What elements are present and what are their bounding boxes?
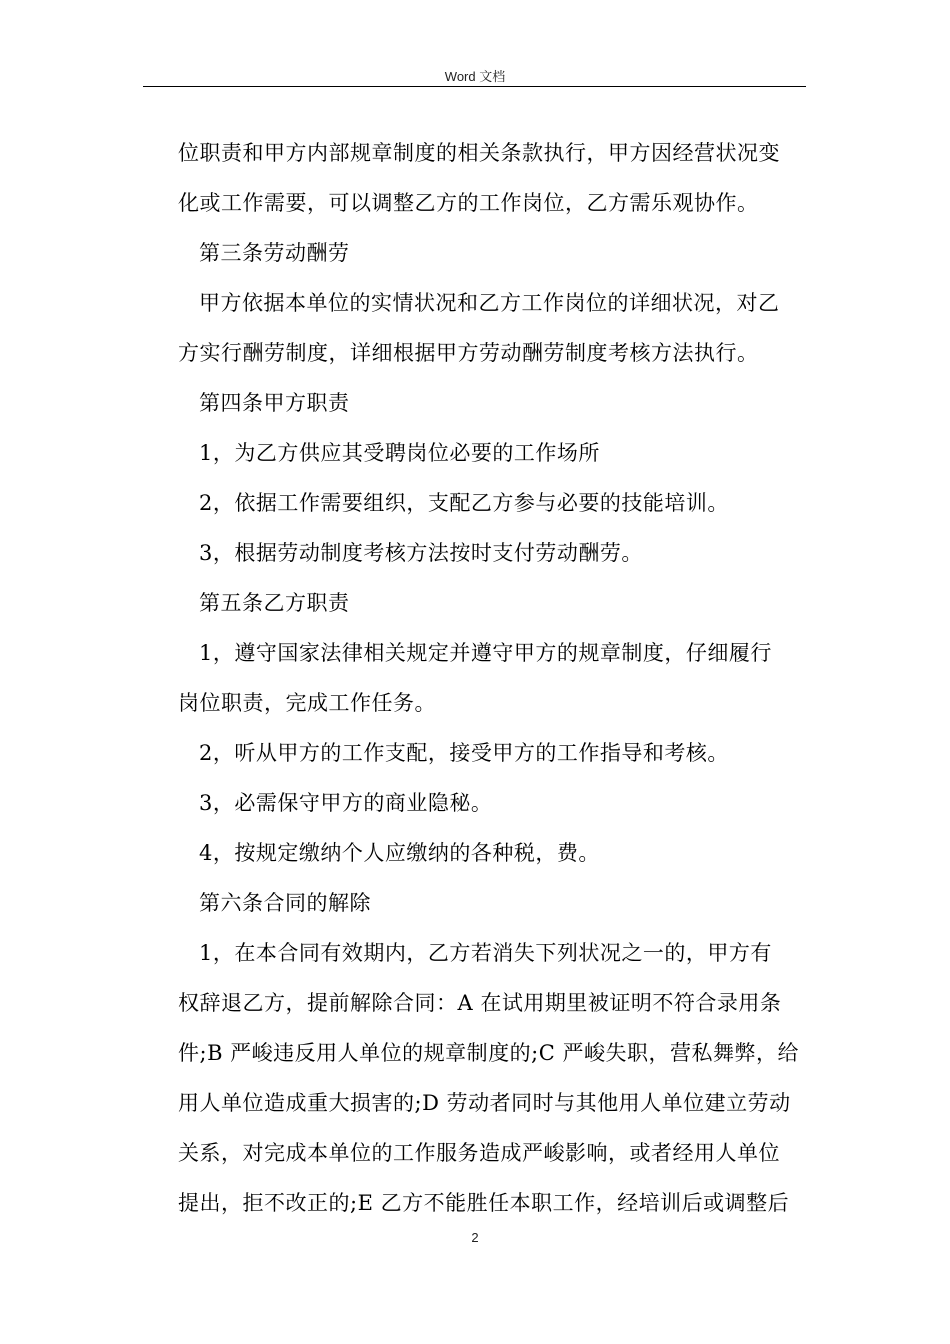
document-body bbox=[178, 128, 808, 1228]
paragraph-line: 权辞退乙方，提前解除合同：A 在试用期里被证明不符合录用条 bbox=[178, 991, 782, 1015]
list-item: 2，依据工作需要组织，支配乙方参与必要的技能培训。 bbox=[199, 491, 729, 515]
list-item: 3，必需保守甲方的商业隐秘。 bbox=[199, 791, 493, 815]
paragraph-line: 关系，对完成本单位的工作服务造成严峻影响，或者经用人单位 bbox=[178, 1141, 780, 1165]
list-item: 1，在本合同有效期内，乙方若消失下列状况之一的，甲方有 bbox=[199, 941, 772, 965]
list-item: 2，听从甲方的工作支配，接受甲方的工作指导和考核。 bbox=[199, 741, 729, 765]
list-item: 3，根据劳动制度考核方法按时支付劳动酬劳。 bbox=[199, 541, 643, 565]
paragraph-line: 化或工作需要，可以调整乙方的工作岗位，乙方需乐观协作。 bbox=[178, 191, 759, 215]
page-number: 2 bbox=[471, 1230, 479, 1245]
paragraph-line: 岗位职责，完成工作任务。 bbox=[178, 691, 436, 715]
paragraph-line: 甲方依据本单位的实情状况和乙方工作岗位的详细状况，对乙 bbox=[199, 291, 780, 315]
paragraph-line: 提出，拒不改正的;E 乙方不能胜任本职工作，经培训后或调整后 bbox=[178, 1191, 790, 1215]
paragraph-line: 方实行酬劳制度，详细根据甲方劳动酬劳制度考核方法执行。 bbox=[178, 341, 759, 365]
paragraph-line: 位职责和甲方内部规章制度的相关条款执行，甲方因经营状况变 bbox=[178, 141, 780, 165]
list-item: 1，为乙方供应其受聘岗位必要的工作场所 bbox=[199, 441, 600, 465]
page-header-title: Word 文档 bbox=[444, 69, 506, 84]
list-item: 1，遵守国家法律相关规定并遵守甲方的规章制度，仔细履行 bbox=[199, 641, 772, 665]
section-heading: 第五条乙方职责 bbox=[199, 591, 350, 615]
paragraph-line: 用人单位造成重大损害的;D 劳动者同时与其他用人单位建立劳动 bbox=[178, 1091, 791, 1115]
header-divider bbox=[143, 86, 806, 87]
list-item: 4，按规定缴纳个人应缴纳的各种税，费。 bbox=[199, 841, 600, 865]
section-heading: 第六条合同的解除 bbox=[199, 891, 371, 915]
section-heading: 第四条甲方职责 bbox=[199, 391, 350, 415]
section-heading: 第三条劳动酬劳 bbox=[199, 241, 350, 265]
paragraph-line: 件;B 严峻违反用人单位的规章制度的;C 严峻失职，营私舞弊，给 bbox=[178, 1041, 799, 1065]
